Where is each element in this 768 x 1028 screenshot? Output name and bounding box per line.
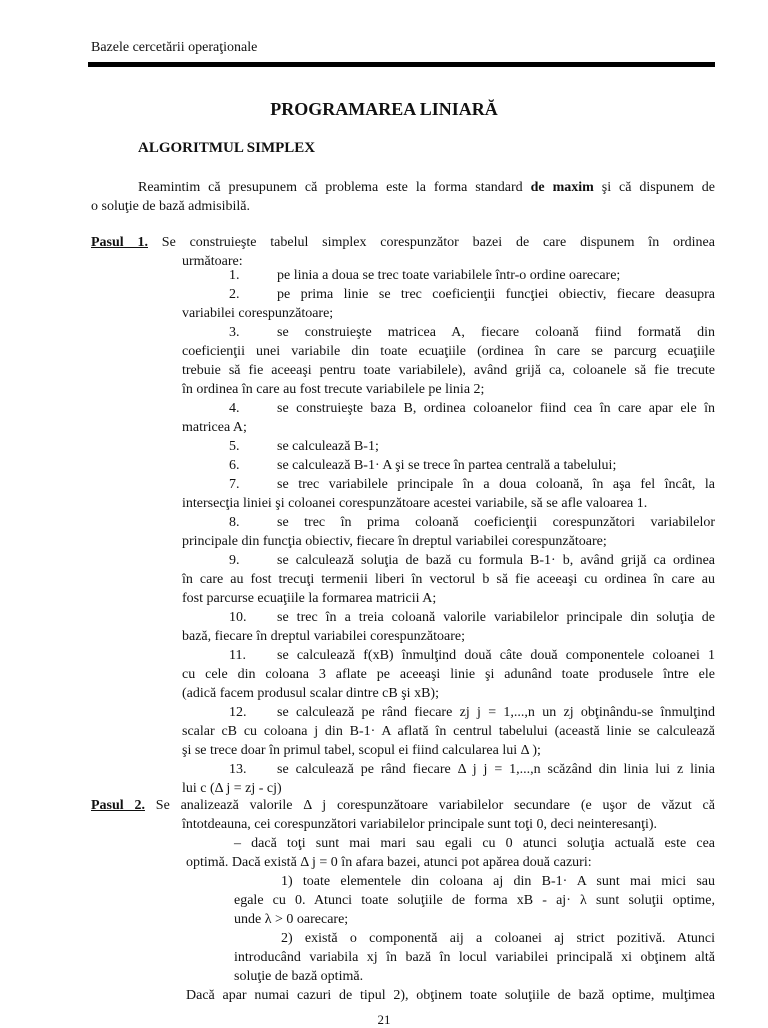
step1-item-text: se construieşte baza B, ordinea coloanelor fiind cea în care apar ele în	[277, 401, 715, 416]
step1-item	[182, 513, 715, 551]
step1-item-text: se trec variabilele principale în a doua coloană, în aşa fel încât, la	[277, 477, 715, 492]
step2-line-7: unde λ > 0 oarecare;	[234, 912, 349, 927]
step1-line-2: următoare:	[182, 254, 243, 269]
step1-item-number: 4.	[229, 401, 240, 416]
step1-item-text: se calculează pe rând fiecare Δ j j = 1,...,n scăzând din linia lui z linia	[277, 762, 715, 777]
step1-item-line	[182, 703, 715, 722]
step1-item	[182, 399, 715, 437]
step1-item-line	[182, 646, 715, 665]
step1-line-1: Pasul 1. Se construieşte tabelul simplex corespunzător bazei de care dispunem în ordinea	[91, 235, 715, 250]
step1-item-line	[182, 494, 715, 513]
chapter-title: PROGRAMAREA LINIARĂ	[270, 99, 498, 119]
step1-item-line	[182, 380, 715, 399]
step2-line-4: optimă. Dacă există Δ j = 0 în afara bazei, atunci pot apărea două cazuri:	[186, 855, 592, 870]
step1-item-line	[182, 741, 715, 760]
step1-item-number: 1.	[229, 268, 240, 283]
running-header: Bazele cercetării operaţionale	[91, 40, 258, 55]
step1-item-text: şi se trece doar în primul tabel, scopul ei fiind calcularea lui Δ );	[182, 743, 541, 758]
step1-item-line	[182, 266, 715, 285]
step1-item-line	[182, 475, 715, 494]
step1-item-text: coeficienţii unei variabile din toate ecuaţiile (ordinea în care se parcurg ecuaţiile	[182, 344, 715, 359]
step1-item-number: 13.	[229, 762, 247, 777]
step1-item-line	[182, 608, 715, 627]
step1-item	[182, 646, 715, 703]
step1-item-text: fost parcurse ecuaţiile la formarea matricii A;	[182, 591, 437, 606]
step1-item-text: (adică facem produsul scalar dintre cB şi xB);	[182, 686, 439, 701]
step1-item-text: se construieşte matricea A, fiecare coloană fiind formată din	[277, 325, 715, 340]
step1-item-text: se trec în prima coloană coeficienţii corespunzători variabilelor	[277, 515, 715, 530]
step1-item-text: în ordinea în care au fost trecute variabilele pe linia 2;	[182, 382, 485, 397]
page-number: 21	[377, 1012, 391, 1027]
step2-line-5: 1) toate elementele din coloana aj din B-1· A sunt mai mici sau	[281, 874, 715, 889]
step1-item-text: matricea A;	[182, 420, 247, 435]
step1-item-text: lui c (Δ j = zj - cj)	[182, 781, 282, 796]
step1-item-line	[182, 627, 715, 646]
intro-line-1: Reamintim că presupunem că problema este la forma standard de maxim şi că dispunem de	[138, 180, 716, 195]
intro-paragraph	[91, 178, 715, 216]
step1-item-number: 6.	[229, 458, 240, 473]
step1-item-text: în care au fost trecuţi termenii liberi în vectorul b să fie aceeaşi cu ordinea în care au	[182, 572, 715, 587]
step1-item-text: cu cele din coloana 3 aflate pe aceeaşi linie şi adunând toate produsele între ele	[182, 667, 715, 682]
step1-item-number: 12.	[229, 705, 247, 720]
step1-item-number: 5.	[229, 439, 240, 454]
step1-item-text: intersecţia liniei şi coloanei corespunzătoare acestei variabile, să se afle valoarea 1.	[182, 496, 648, 511]
step1-item-line	[182, 760, 715, 779]
step1-item	[182, 475, 715, 513]
step2-line-6: egale cu 0. Atunci toate soluţiile de forma xB - aj· λ sunt soluţii optime,	[234, 893, 715, 908]
step1-item-number: 3.	[229, 325, 240, 340]
step1-item-line	[182, 285, 715, 304]
step2-line-9: introducând variabila xj în bază în locul variabilei principală xi obţinem altă	[234, 950, 715, 965]
step1-item-number: 7.	[229, 477, 240, 492]
step1-item-text: se calculează soluţia de bază cu formula B-1· b, având grijă ca ordinea	[277, 553, 715, 568]
step1-label: Pasul 1.	[91, 235, 148, 250]
step1-item-text: trebuie să fie aceeaşi pentru toate variabilele), având grijă ca, coloanele să fie trecute	[182, 363, 715, 378]
step1-item-text: se calculează f(xB) înmulţind două câte două componentele coloanei 1	[277, 648, 715, 663]
step1-item-line	[182, 342, 715, 361]
step2-paragraph	[91, 796, 715, 1005]
step2-line-1: Pasul 2. Se analizează valorile Δ j corespunzătoare variabilelor secundare (e uşor de văzut că	[91, 798, 715, 813]
step1-item-line	[182, 551, 715, 570]
step2-line-10: soluţie de bază optimă.	[234, 969, 364, 984]
step1-item-line	[182, 399, 715, 418]
step1-item-line	[182, 513, 715, 532]
step1-item-text: bază, fiecare în dreptul variabilei corespunzătoare;	[182, 629, 465, 644]
step2-line-11: Dacă apar numai cazuri de tipul 2), obţinem toate soluţiile de bază optime, mulţimea	[186, 988, 715, 1003]
step1-item-text: pe linia a doua se trec toate variabilele într-o ordine oarecare;	[277, 268, 621, 283]
step1-item-text: pe prima linie se trec coeficienţii funcţiei obiectiv, fiecare deasupra	[277, 287, 715, 302]
step1-item-text: principale din funcţia obiectiv, fiecare în dreptul variabilei corespunzătoare;	[182, 534, 607, 549]
step1-item-text: se calculează B-1· A şi se trece în partea centrală a tabelului;	[277, 458, 617, 473]
step1-item-line	[182, 361, 715, 380]
step1-item-line	[182, 684, 715, 703]
step1-item-number: 8.	[229, 515, 240, 530]
step1-item-line	[182, 665, 715, 684]
intro-line-2: o soluţie de bază admisibilă.	[91, 199, 251, 214]
step2-line-8: 2) există o componentă aij a coloanei aj strict pozitivă. Atunci	[281, 931, 715, 946]
step1-item-text: se trec în a treia coloană valorile variabilelor principale din soluţia de	[277, 610, 715, 625]
step1-item	[182, 437, 715, 456]
step1-item-text: scalar cB cu coloana j din B-1· A aflată în centrul tabelului (această linie se calculează	[182, 724, 715, 739]
step1-item-line	[182, 532, 715, 551]
step1-item	[182, 456, 715, 475]
section-title: ALGORITMUL SIMPLEX	[138, 140, 316, 156]
step2-line-2: întotdeauna, cei corespunzători variabilelor principale sunt toţi 0, deci neinteresanţi).	[182, 817, 658, 832]
step1-item	[182, 608, 715, 646]
step1-item-line	[182, 323, 715, 342]
step1-item-line	[182, 304, 715, 323]
step1-item-line	[182, 418, 715, 437]
header-rule	[88, 62, 715, 67]
step1-item-number: 11.	[229, 648, 246, 663]
step1-item	[182, 266, 715, 285]
step1-item	[182, 323, 715, 399]
step1-item	[182, 760, 715, 798]
step1-item-number: 9.	[229, 553, 240, 568]
step1-item-number: 10.	[229, 610, 247, 625]
step1-item	[182, 285, 715, 323]
step1-item-line	[182, 456, 715, 475]
step2-line-3: – dacă toţi sunt mai mari sau egali cu 0 atunci soluţia actuală este cea	[234, 836, 715, 851]
step1-item-text: se calculează B-1;	[277, 439, 379, 454]
step1-item-number: 2.	[229, 287, 240, 302]
step1-item-text: se calculează pe rând fiecare zj j = 1,...,n un zj obţinându-se înmulţind	[277, 705, 715, 720]
step1-item-line	[182, 589, 715, 608]
step1-item-line	[182, 570, 715, 589]
step1-item	[182, 703, 715, 760]
step1-item-text: variabilei corespunzătoare;	[182, 306, 334, 321]
step2-label: Pasul 2.	[91, 798, 145, 813]
step1-item-line	[182, 437, 715, 456]
step1-item	[182, 551, 715, 608]
step1-item-line	[182, 722, 715, 741]
